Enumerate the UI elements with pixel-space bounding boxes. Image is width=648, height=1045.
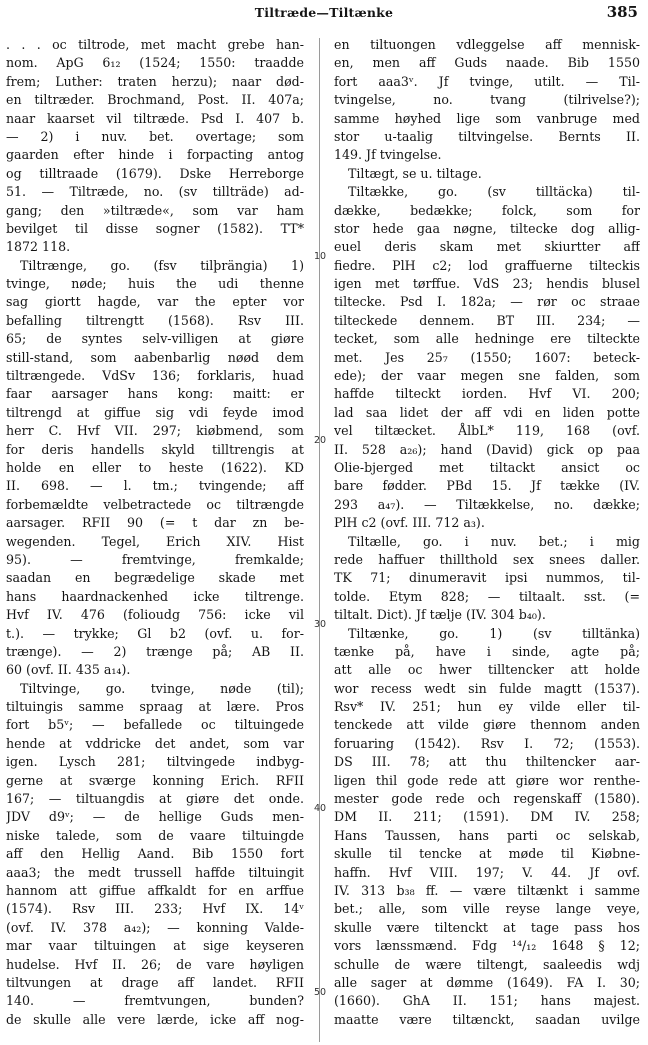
text-line: tiltecke. Psd I. 182a; — rør oc straae [334,294,640,310]
text-line: tvinge, nøde; huis the udi thenne [6,276,304,292]
text-line: for deris handells skyld tilltrengis at [6,441,304,457]
text-line: forbemældte velbetractede oc tiltrængde [6,496,304,512]
text-line: (ovf. IV. 378 a₄₂); — konning Valde- [6,919,304,935]
text-line: nom. ApG 6₁₂ (1524; 1550: traadde [6,55,304,71]
text-line: hende at vddricke det andet, som var [6,735,304,751]
text-line: hudelse. Hvf II. 26; de vare høyligen [6,956,304,972]
text-line: ligen thil gode rede att giøre wor renthe- [334,772,640,788]
line-number-marker: 20 [313,435,327,446]
text-line: de skulle alle vere lærde, icke aff nog- [6,1011,304,1027]
text-line: bare fødder. PBd 15. Jf tække (IV. [334,478,640,494]
text-line: vors lænssmænd. Fdg ¹⁴/₁₂ 1648 § 12; [334,938,640,954]
text-line: dække, bedække; folck, som for [334,202,640,218]
text-line: aaa3; the medt trussell haffde tiltuingit [6,864,304,880]
text-line: fort b5ᵛ; — befallede oc tiltuingede [6,717,304,733]
text-line: tecket, som alle hedninge ere tilteckte [334,331,640,347]
text-line: Tiltægt, se u. tiltage. [348,165,482,181]
column-divider [319,38,320,1042]
left-column [6,36,304,1029]
text-line: stor u-taalig tiltvingelse. Bernts II. [334,128,640,144]
text-line: TK 71; dinumeravit ipsi nummos, til- [334,570,640,586]
text-line: tenckede att vilde giøre thennom anden [334,717,640,733]
text-line: mester gode rede och regenskaff (1580). [334,791,640,807]
text-line: niske talede, som de vaare tiltuingde [6,827,304,843]
text-line: . . . oc tiltrode, met macht grebe han- [6,37,304,52]
text-line: aarsager. RFII 90 (= t dar zn be- [6,515,304,531]
text-line: igen. Lysch 281; tiltvingede indbyg- [6,754,304,770]
text-line: herr C. Hvf VII. 297; kiøbmend, som [6,423,304,439]
text-line: Hans Taussen, hans parti oc selskab, [334,827,640,843]
text-line: Tiltrænge, go. (fsv tilþrängia) 1) [20,257,304,273]
text-line: Tiltvinge, go. tvinge, nøde (til); [20,680,304,696]
text-line: igen met tørffue. VdS 23; hendis blusel [334,276,640,292]
text-line: bet.; alle, som ville reyse lange veye, [334,901,640,917]
text-line: frem; Luther: traten herzu); naar død- [6,73,304,89]
line-number-marker: 50 [313,987,327,998]
text-line: still-stand, som aabenbarlig nøød dem [6,349,304,365]
text-line: 95). — fremtvinge, fremkalde; [6,551,304,567]
text-line: tænke på, have i sinde, agte på; [334,643,640,659]
text-line: 60 (ovf. II. 435 a₁₄). [6,662,131,678]
text-line: tilteckede dennem. BT III. 234; — [334,312,640,328]
text-line: JDV d9ᵛ; — de hellige Guds men- [6,809,304,825]
text-line: mar vaar tiltuingen at sige keyseren [6,938,304,954]
text-line: bevilget til disse sogner (1582). TT* [6,220,304,236]
text-line: en tiltuongen vdleggelse aff mennisk- [334,37,640,52]
text-line: 140. — fremtvungen, bunden? [6,993,304,1009]
text-line: samme høyhed lige som vanbruge med [334,110,640,126]
text-line: faar aarsager hans kong: maitt: er [6,386,304,402]
text-line: wegenden. Tegel, Erich XIV. Hist [6,533,304,549]
text-line: maatte være tiltænckt, saadan uvilge [334,1011,640,1027]
text-line: Tiltælle, go. i nuv. bet.; i mig [348,533,640,549]
text-line: 1872 118. [6,239,71,255]
text-line: Tiltænke, go. 1) (sv tilltänka) [348,625,640,641]
text-line: II. 528 a₂₆); hand (David) gick op paa [334,441,640,457]
text-line: skulle være tiltenckt at tage pass hos [334,919,640,935]
text-line: met. Jes 25₇ (1550; 1607: beteck- [334,349,640,365]
text-line: hans haardnackenhed icke tiltrenge. [6,588,304,604]
text-line: en tiltræder. Brochmand, Post. II. 407a; [6,92,304,108]
text-line: tiltalt. Dict). Jf tælje (IV. 304 b₄₀). [334,607,546,623]
text-line: Tiltække, go. (sv tilltäcka) til- [348,184,640,200]
text-line: PlH c2 (ovf. III. 712 a₃). [334,515,485,531]
text-line: wor recess wedt sin fulde magtt (1537). [334,680,640,696]
text-line: Rsv* IV. 251; hun ey vilde eller til- [334,699,640,715]
text-line: IV. 313 b₃₈ ff. — være tiltænkt i samme [334,882,640,898]
text-line: saadan en begrædelige skade met [6,570,304,586]
text-line: gerne at sværge konning Erich. RFII [6,772,304,788]
text-line: hannom att giffue affkaldt for en arffue [6,882,304,898]
text-line: fiedre. PlH c2; lod graffuerne tilteckis [334,257,640,273]
page-header [0,0,648,28]
text-line: haffn. Hvf VIII. 197; V. 44. Jf ovf. [334,864,640,880]
text-line: tiltrængede. VdSv 136; forklaris, huad [6,368,304,384]
text-line: trænge). — 2) trænge på; AB II. [6,643,304,659]
text-line: haffde tilteckt iorden. Hvf VI. 200; [334,386,640,402]
text-line: skulle til tencke at møde til Kiøbne- [334,846,640,862]
text-line: II. 698. — l. tm.; tvingende; aff [6,478,304,494]
text-line: (1660). GhA II. 151; hans majest. [334,993,640,1009]
text-line: befalling tiltrengtt (1568). Rsv III. [6,312,304,328]
text-line: ede); der vaar megen sne falden, som [334,368,640,384]
text-line: alle sager at dømme (1649). FA I. 30; [334,974,640,990]
text-line: fort aaa3ᵛ. Jf tvinge, utilt. — Til- [334,73,640,89]
text-line: schulle de wære tiltengt, saaleedis wdj [334,956,640,972]
text-line: sag giortt hagde, var the epter vor [6,294,304,310]
line-number-marker: 10 [313,251,327,262]
text-line: DM II. 211; (1591). DM IV. 258; [334,809,640,825]
text-line: tiltrengd at giffue sig vdi feyde imod [6,404,304,420]
text-line: holde en eller to heste (1622). KD [6,459,304,475]
text-line: Hvf IV. 476 (folioudg 756: icke vil [6,607,304,623]
text-line: — 2) i nuv. bet. overtage; som [6,128,304,144]
text-line: 167; — tiltuangdis at giøre det onde. [6,791,304,807]
right-column [334,36,640,1029]
text-line: 293 a₄₇). — Tiltækkelse, no. dække; [334,496,640,512]
text-line: en, men aff Guds naade. Bib 1550 [334,55,640,71]
text-line: tvingelse, no. tvang (tilrivelse?); [334,92,640,108]
text-line: 149. Jf tvingelse. [334,147,442,163]
text-line: tiltvungen at drage aff landet. RFII [6,974,304,990]
text-line: 65; de syntes selv-villigen at giøre [6,331,304,347]
text-line: DS III. 78; att thu thiltencker aar- [334,754,640,770]
text-line: gang; den »tiltræde«, som var ham [6,202,304,218]
text-line: vel tiltæcket. ÅlbL* 119, 168 (ovf. [334,423,640,439]
text-line: og tilltraade (1679). Dske Herreborge [6,165,304,181]
text-line: foruaring (1542). Rsv I. 72; (1553). [334,735,640,751]
text-line: aff den Hellig Aand. Bib 1550 fort [6,846,304,862]
text-line: 51. — Tiltræde, no. (sv tillträde) ad- [6,184,304,200]
page-number: 385 [606,3,638,21]
text-line: t.). — trykke; Gl b2 (ovf. u. for- [6,625,304,641]
line-number-marker: 40 [313,803,327,814]
text-line: att alle oc hwer tilltencker att holde [334,662,640,678]
text-line: rede haffuer thillthold sex snees daller. [334,551,640,567]
running-title: Tiltræde—Tiltænke [254,5,394,20]
text-line: tolde. Etym 828; — tiltaalt. sst. (= [334,588,640,604]
text-line: lad saa lidet der aff vdi en liden potte [334,404,640,420]
text-line: naar kaarset vil tiltræde. Psd I. 407 b. [6,110,304,126]
text-line: stor hede gaa nøgne, tiltecke dog allig- [334,220,640,236]
text-line: Olie-bjerged met tiltackt ansict oc [334,459,640,475]
text-line: (1574). Rsv III. 233; Hvf IX. 14ᵛ [6,901,304,917]
text-line: gaarden efter hinde i forpacting antog [6,147,304,163]
text-line: tiltuingis samme spraag at lære. Pros [6,699,304,715]
text-line: euel deris skam met skiurtter aff [334,239,640,255]
line-number-marker: 30 [313,619,327,630]
